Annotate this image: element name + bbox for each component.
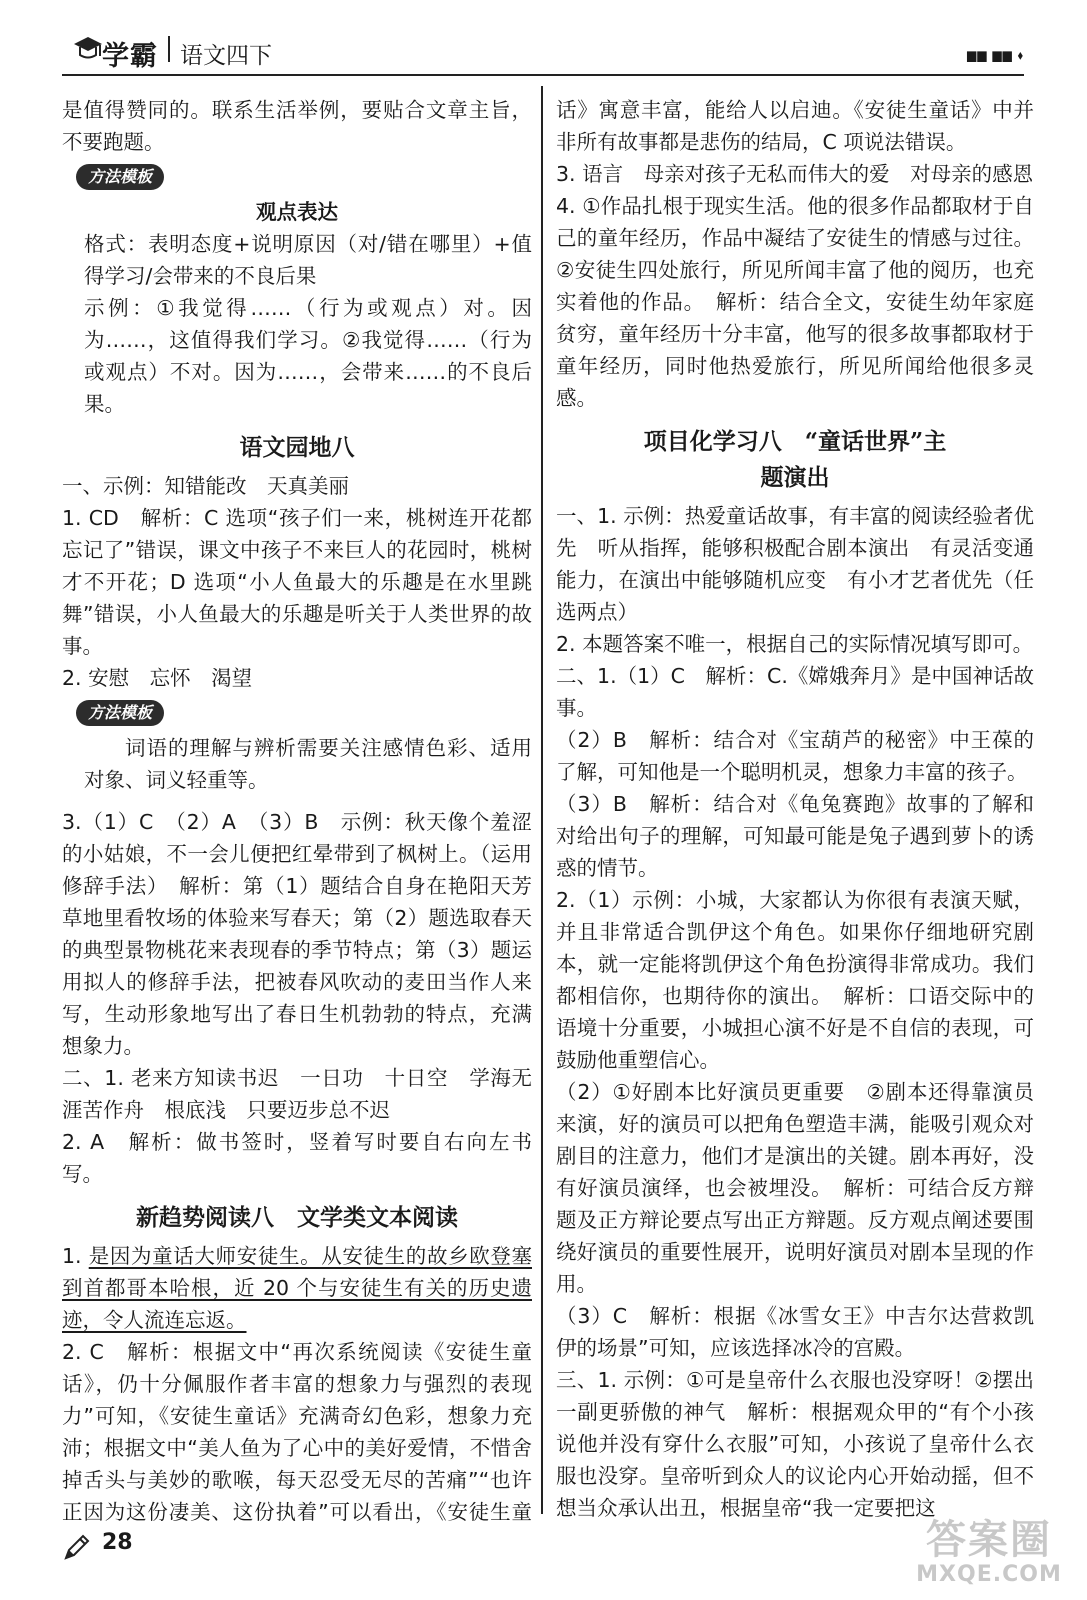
answer-item: 3.（1）C （2）A （3）B 示例：秋天像个羞涩的小姑娘，不一会儿便把红晕带到了枫树上。（运用修辞手法） 解析：第（1）题结合自身在艳阳天芳草地里看牧场的体验来写春天；第（2）题选取春天的典型景物桃花来表现春的季节特点；第（3）题运用拟人的修辞手法，把被春风吹动的麦田当作人来写，生动形象地写出了春日生机勃勃的特点，充满想象力。 — [62, 810, 532, 1058]
pencil-icon — [62, 1532, 92, 1562]
method-example: 示例：①我觉得……（行为或观点）对。因为……，这值得我们学习。②我觉得……（行为或观点）不对。因为……，会带来……的不良后果。 — [84, 296, 532, 416]
method-note: 词语的理解与辨析需要关注感情色彩、适用对象、词义轻重等。 — [84, 736, 532, 792]
method-template-tag: 方法模板 — [76, 700, 164, 726]
brand-title: 学霸 — [102, 41, 158, 72]
watermark-logo-text: 答案圈 — [926, 1517, 1052, 1563]
method-title: 观点表达 — [256, 200, 338, 224]
answer-item: 2. A 解析：做书签时，竖着写时要自右向左书写。 — [62, 1130, 532, 1186]
answer-item: 2.（1）示例：小城，大家都认为你很有表演天赋，并且非常适合凯伊这个角色。如果你仔细地研究剧本，就一定能将凯伊这个角色扮演得非常成功。我们都相信你，也期待你的演出。 解析：口语交际中的语境十分重要，小城担心演不好是不自信的表现，可鼓励他重塑信心。 — [556, 888, 1034, 1072]
watermark-url: MXQE.COM — [916, 1562, 1062, 1587]
left-column — [62, 94, 532, 1524]
underlined-answer: 是因为童话大师安徒生。从安徒生的故乡欧登塞到首都哥本哈根，近 20 个与安徒生有关的历史遗迹，令人流连忘返。 — [62, 1244, 532, 1332]
corner-marks: ▆▆ ▆▆ ⬧ — [967, 48, 1024, 62]
section-title: 题演出 — [760, 464, 830, 491]
answer-item: 二、1.（1）C 解析：C.《嫦娥奔月》是中国神话故事。 — [556, 664, 1034, 720]
answer-item: 三、1. 示例：①可是皇帝什么衣服也没穿呀！②摆出一副更骄傲的神气 解析：根据观众甲的“有个小孩说他并没有穿什么衣服”可知，小孩说了皇帝什么衣服也没穿。皇帝听到众人的议论内心开始动摇，但不想当众承认出丑，根据皇帝“我一定要把这 — [556, 1368, 1034, 1520]
answer-item: 1. CD 解析：C 选项“孩子们一来，桃树连开花都忘记了”错误，课文中孩子不来巨人的花园时，桃树才不开花；D 选项“小人鱼最大的乐趣是在水里跳舞”错误，小人鱼最大的乐趣是听关于人类世界的故事。 — [62, 506, 532, 658]
answer-item: 2. 本题答案不唯一，根据自己的实际情况填写即可。 — [556, 632, 1034, 656]
item-number: 1. — [62, 1244, 89, 1268]
answer-item: 一、1. 示例：热爱童话故事，有丰富的阅读经验者优先 听从指挥，能够积极配合剧本演出 有灵活变通能力，在演出中能够随机应变 有小才艺者优先（任选两点） — [556, 504, 1034, 624]
method-template-tag: 方法模板 — [76, 164, 164, 190]
header-separator — [168, 36, 170, 62]
column-divider — [541, 86, 543, 1514]
answer-item: 二、1. 老来方知读书迟 一日功 十日空 学海无涯苦作舟 根底浅 只要迈步总不迟 — [62, 1066, 532, 1122]
page-number: 28 — [102, 1530, 133, 1555]
answer-paragraph: 是值得赞同的。联系生活举例，要贴合文章主旨，不要跑题。 — [62, 98, 532, 154]
answer-paragraph: 话》寓意丰富，能给人以启迪。《安徒生童话》中并非所有故事都是悲伤的结局，C 项说法错误。 — [556, 98, 1034, 154]
answer-item: （2）①好剧本比好演员更重要 ②剧本还得靠演员来演，好的演员可以把角色塑造丰满，能吸引观众对剧目的注意力，他们才是演出的关键。剧本再好，没有好演员演绎，也会被埋没。 解析：可结合反方辩题及正方辩论要点写出正方辩题。反方观点阐述要围绕好演员的重要性展开，说明好演员对剧本呈现的作用。 — [556, 1080, 1034, 1296]
answer-item: 一、示例：知错能改 天真美丽 — [62, 474, 349, 498]
answer-item: （3）B 解析：结合对《龟兔赛跑》故事的了解和对给出句子的理解，可知最可能是兔子遇到萝卜的诱惑的情节。 — [556, 792, 1034, 880]
right-column — [556, 94, 1034, 1524]
page-header — [62, 24, 1024, 76]
section-title: 项目化学习八 “童话世界”主 — [643, 428, 947, 455]
graduation-cap-icon — [72, 34, 104, 64]
page-footer — [62, 1528, 262, 1568]
answer-item: 2. C 解析：根据文中“再次系统阅读《安徒生童话》，仍十分佩服作者丰富的想象力与强烈的表现力”可知，《安徒生童话》充满奇幻色彩，想象力充沛；根据文中“美人鱼为了心中的美好爱情，不惜舍掉舌头与美妙的歌喉，每天忍受无尽的苦痛”“也许正因为这份凄美、这份执着”可以看出，《安徒生童 — [62, 1340, 532, 1524]
method-format: 格式：表明态度+说明原因（对/错在哪里）+值得学习/会带来的不良后果 — [84, 232, 532, 288]
answer-item — [62, 1240, 532, 1336]
answer-item: 3. 语言 母亲对孩子无私而伟大的爱 对母亲的感恩 — [556, 162, 1034, 186]
answer-item: 4. ①作品扎根于现实生活。他的很多作品都取材于自己的童年经历，作品中凝结了安徒生的情感与过往。②安徒生四处旅行，所见所闻丰富了他的阅历，也充实着他的作品。 解析：结合全文，安徒生幼年家庭贫穷，童年经历十分丰富，他写的很多故事都取材于童年经历，同时他热爱旅行，所见所闻给他很多灵感。 — [556, 194, 1034, 410]
answer-item: 2. 安慰 忘怀 渴望 — [62, 666, 253, 690]
answer-item: （3）C 解析：根据《冰雪女王》中吉尔达营救凯伊的场景”可知，应该选择冰冷的宫殿。 — [556, 1304, 1034, 1360]
section-title: 语文园地八 — [239, 434, 355, 461]
section-title: 新趋势阅读八 文学类文本阅读 — [136, 1204, 458, 1231]
answer-item: （2）B 解析：结合对《宝葫芦的秘密》中王葆的了解，可知他是一个聪明机灵，想象力丰富的孩子。 — [556, 728, 1034, 784]
watermark — [899, 1518, 1079, 1590]
subject-label: 语文四下 — [180, 43, 272, 69]
